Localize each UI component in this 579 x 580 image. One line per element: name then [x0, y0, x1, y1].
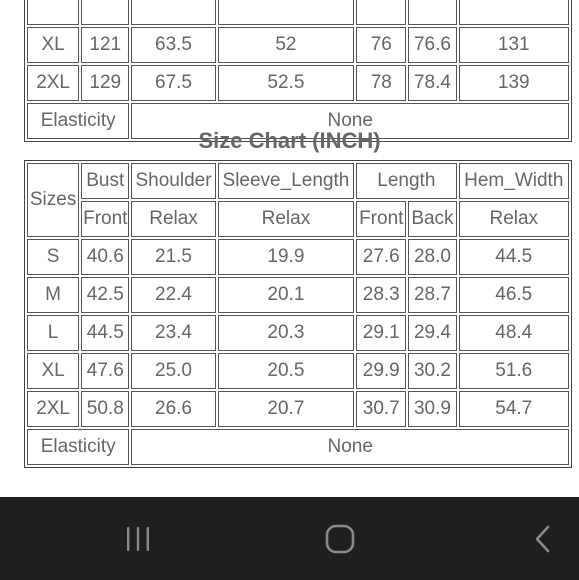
header-sizes: Sizes	[27, 163, 79, 237]
table-cell: 78.4	[408, 65, 456, 101]
table-row	[27, 239, 569, 275]
header-shoulder: Shoulder	[131, 163, 215, 199]
recent-apps-button[interactable]	[98, 497, 178, 580]
header-row	[27, 163, 569, 199]
table-cell: 46.5	[459, 277, 569, 313]
size-cell: 2XL	[27, 391, 79, 427]
table-cell: 25.0	[131, 353, 215, 389]
elasticity-label: Elasticity	[27, 429, 129, 465]
table-cell: 54.7	[459, 391, 569, 427]
table-row	[27, 315, 569, 351]
table-cell: 20.7	[218, 391, 355, 427]
table-cell: 28.3	[356, 277, 406, 313]
table-cell: 23.4	[131, 315, 215, 351]
table-cell: 20.3	[218, 315, 355, 351]
table-cell: 52.5	[218, 65, 355, 101]
table-cell: 22.4	[131, 277, 215, 313]
table-cell: 29.9	[356, 353, 406, 389]
table-cell: 131	[459, 27, 569, 63]
table-cell: 20.1	[218, 277, 355, 313]
size-cell: M	[27, 277, 79, 313]
table-cell: 30.2	[408, 353, 456, 389]
table-cell: 52	[218, 27, 355, 63]
table-row	[27, 0, 569, 25]
table-cell: 48.4	[459, 315, 569, 351]
back-button[interactable]	[503, 497, 579, 580]
table-cell: 27.6	[356, 239, 406, 275]
table-cell: 28.0	[408, 239, 456, 275]
subheader-front: Front	[356, 201, 406, 237]
table-cell: 63.5	[131, 27, 215, 63]
size-chart-inch-title: Size Chart (INCH)	[198, 128, 381, 153]
subheader-front: Front	[81, 201, 129, 237]
header-length: Length	[356, 163, 456, 199]
table-cell: 50.8	[81, 391, 129, 427]
size-cell: 2XL	[27, 65, 79, 101]
table-row	[27, 429, 569, 465]
subheader-relax: Relax	[459, 201, 569, 237]
size-chart-inch-table	[24, 160, 572, 468]
size-cell: XL	[27, 27, 79, 63]
table-cell: 28.7	[408, 277, 456, 313]
back-icon	[531, 524, 555, 554]
table-cell: 76.6	[408, 27, 456, 63]
table-cell: 51.6	[459, 353, 569, 389]
subheader-relax: Relax	[131, 201, 215, 237]
table-cell: 47.6	[81, 353, 129, 389]
elasticity-value: None	[131, 429, 569, 465]
table-row	[27, 353, 569, 389]
size-chart-cm-table	[24, 0, 572, 142]
elasticity-value: None	[131, 103, 569, 139]
subheader-back: Back	[408, 201, 456, 237]
home-icon	[324, 523, 356, 555]
table-cell: 42.5	[81, 277, 129, 313]
table-cell: 129	[81, 65, 129, 101]
table-cell: 40.6	[81, 239, 129, 275]
table-cell: 26.6	[131, 391, 215, 427]
size-cell: S	[27, 239, 79, 275]
subheader-relax: Relax	[218, 201, 355, 237]
table-cell: 44.5	[459, 239, 569, 275]
table-row	[27, 391, 569, 427]
header-sleeve-length: Sleeve_Length	[218, 163, 355, 199]
table-cell: 44.5	[81, 315, 129, 351]
size-cell: XL	[27, 353, 79, 389]
table-cell: 29.1	[356, 315, 406, 351]
header-hem-width: Hem_Width	[459, 163, 569, 199]
table-cell: 76	[356, 27, 406, 63]
table-row	[27, 65, 569, 101]
table-cell: 21.5	[131, 239, 215, 275]
elasticity-label: Elasticity	[27, 103, 129, 139]
recent-apps-icon	[123, 524, 153, 554]
table-cell: 67.5	[131, 65, 215, 101]
header-bust: Bust	[81, 163, 129, 199]
table-cell: 29.4	[408, 315, 456, 351]
subheader-row	[27, 201, 569, 237]
home-button[interactable]	[300, 497, 380, 580]
size-cell: L	[27, 315, 79, 351]
table-row	[27, 27, 569, 63]
table-cell: 19.9	[218, 239, 355, 275]
table-cell: 30.9	[408, 391, 456, 427]
table-cell: 121	[81, 27, 129, 63]
table-cell: 30.7	[356, 391, 406, 427]
table-cell: 20.5	[218, 353, 355, 389]
table-cell: 139	[459, 65, 569, 101]
android-navigation-bar	[0, 497, 579, 580]
table-row	[27, 277, 569, 313]
table-cell: 78	[356, 65, 406, 101]
